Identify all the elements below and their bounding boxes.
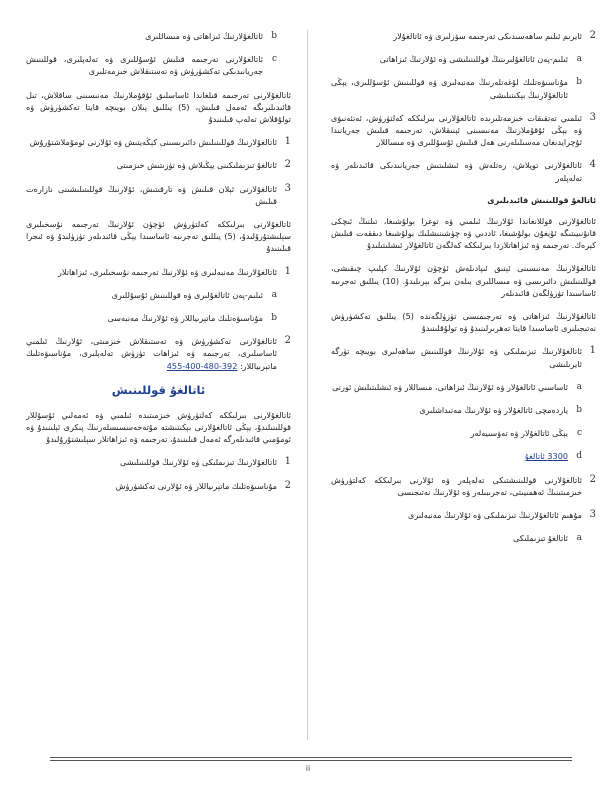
sub-list-item [331,450,596,462]
item-text-body: ئاتالغۇ تىزىملىكىنى يېڭىلاش ۋە تۈزىتىش خىزمىتى [116,160,277,171]
item-text [26,183,277,207]
item-number: a [576,381,582,392]
right-column [331,30,596,555]
item-number: 2 [589,30,596,41]
footer-rule [50,757,572,758]
item-text-body: ئاتالغۇلارنىڭ تىزىملىكى ۋە ئۇلارنىڭ قوللىنىش ساھەلىرى بويىچە تۈرگە ئايرىلىشى [331,346,582,369]
item-number: 2 [284,159,291,171]
item-text [331,404,568,416]
item-text-body: ئىلىم-پەن ئاتالغۇلىرىنىڭ قوللىنىلىشى ۋە ئۇلارنىڭ ئىزاھاتى [379,54,568,65]
item-number: b [576,77,582,88]
item-text [331,76,568,100]
sub-list-item [26,312,291,324]
item-text-body: مۇناسىۋەتلىك ماتېرىياللار ۋە ئۇلارنى تەكشۈرۈش [115,480,277,491]
item-text-body: ئاتالغۇلارنىڭ تىزىملىكى ۋە ئۇلارنىڭ قوللىنىلىشى [120,457,277,468]
item-text [331,509,582,521]
subheading: ئاتالغۇ قوللىنىش قائىدىلىرى [487,195,596,205]
numbered-item [331,159,596,183]
item-text-body: مۇھىم ئاتالغۇلارنىڭ تىزىملىكى ۋە ئۇلارنىڭ مەنبەلىرى [408,510,582,521]
sub-list-item [331,404,596,416]
item-text [331,112,582,149]
item-text [331,474,582,498]
numbered-item [331,345,596,369]
item-number: b [271,31,277,41]
item-text [26,266,277,278]
item-number: 2 [284,335,291,347]
numbered-item [331,30,596,42]
paragraph: ئاتالغۇلارنى بىرلىككە كەلتۈرۈش ئۈچۈن ئۇلارنىڭ تەرجىمە نۇسخىلىرى سېلىشتۇرۇلىدۇ، (5) يىللىق تەجرىبە ئاساسىدا يېڭى قائىدىلەر تۈزۈلىدۇ ۋە ئىجرا قىلىنىدۇ [26,219,291,254]
item-text [331,30,582,42]
item-text-body: ئاتالغۇلارنى تەكشۈرۈش ۋە تەستىقلاش خىزمىتى، ئۇلارنىڭ ئىلمىي ئاساسلىرى، تەرجىمە ۋە ئىزاھات تۈزۈش تەلەپلىرى، مۇناسىۋەتلىك ماتېرىياللار: [26,336,277,371]
item-number: 1 [589,345,596,357]
item-number: 2 [589,473,596,485]
reference-link[interactable]: 392-480-400-455 [166,360,238,371]
numbered-item [331,509,596,521]
numbered-item [26,159,291,171]
item-text-body: ئاتالغۇلارنىڭ قوللىنىلىش دائىرىسىنى كېڭەيتىش ۋە ئۇلارنى ئومۇملاشتۇرۇش [29,137,277,148]
paragraph: ئاتالغۇلارنى بىرلىككە كەلتۈرۈش خىزمىتىدە ئىلمىي ۋە ئەمەلىي ئۇسۇللار قوللىنىلىدۇ، يېڭى ئاتالغۇلارنى بېكىتىشتە مۇتەخەسسىسلەرنىڭ پىكرى ئېلىنىدۇ ۋە ئومۇمىي قائىدىلەرگە ئەمەل قىلىنىدۇ، تەرجىمە ۋە ئىزاھاتلار سېلىشتۇرۇلىدۇ [26,409,291,445]
item-text [331,450,568,462]
item-text-body: ياردەمچى ئاتالغۇلار ۋە ئۇلارنىڭ مەنىداشلىرى [419,405,568,416]
footer-rule-secondary [50,760,572,761]
item-number: 1 [284,456,291,468]
item-text [331,427,568,439]
item-number: b [271,313,277,324]
item-text [331,381,568,393]
reference-link[interactable]: 3300 ئاتالغۇ [524,451,568,462]
sub-list-item [331,53,596,65]
item-number: a [271,289,277,300]
item-number: d [576,451,582,462]
item-text [26,312,263,324]
item-text [26,289,263,301]
item-text-body: ئاتالغۇلارنى ئېلان قىلىش ۋە تارقىتىش، ئۇلارنىڭ قوللىنىلىشىنى نازارەت قىلىش [26,183,277,206]
item-number: 1 [284,265,291,277]
item-number: a [576,533,582,544]
item-text [26,136,277,148]
item-number: 2 [284,479,291,491]
sub-list-item [331,76,596,100]
item-number: 3 [284,182,291,194]
item-text-body: ئىلمىي تەتقىقات خىزمەتلىرىدە ئاتالغۇلارنى بىرلىككە كەلتۈرۈش، ئەنئەنىۋى ۋە يېڭى ئۇقۇملارنىڭ مەنىسىنى ئېنىقلاش، تەرجىمە قىلىش جەريانىدا ئۇچرايدىغان مەسىلىلەرنى ھەل قىلىش ئۇسۇللىرى ۋە مىساللار [331,112,582,148]
item-text-body: ئاتالغۇلارنى توپلاش، رەتلەش ۋە ئىشلىتىش جەريانىدىكى قائىدىلەر ۋە تەلەپلەر [331,160,582,183]
numbered-item [26,136,291,148]
item-text [331,345,582,369]
item-number: c [271,54,277,65]
paragraph: ئاتالغۇلارنىڭ ئىزاھاتى ۋە تەرجىمىسى تۈزۈلگەندە (5) يىللىق تەكشۈرۈش نەتىجىلىرى ئاساسىدا قايتا تەھرىرلىنىدۇ ۋە تولۇقلىنىدۇ [331,311,597,334]
numbered-item [26,183,291,207]
paragraph: ئاتالغۇلارنىڭ مەنىسىنى ئېنىق ئىپادىلەش ئۈچۈن ئۇلارنىڭ كېلىپ چىقىشى، قوللىنىلىش دائىرىسى ۋە مىساللىرى بىلەن بىرگە بېرىلىدۇ. (10) يىللىق تەجرىبە ئاساسىدا تۈزۈلگەن قائىدىلەر [331,263,596,298]
item-text-body: ئىلىم-پەن ئاتالغۇلىرى ۋە قوللىنىش ئۇسۇللىرى [111,289,263,300]
item-text [26,30,263,42]
item-text [26,335,277,372]
item-number: 3 [589,111,596,123]
page-number: ii [305,764,311,773]
item-text-body: يېڭى ئاتالغۇلار ۋە تەۋسىيەلەر [470,428,568,439]
item-text-body: ئاتالغۇلارنى تەرجىمە قىلىش ئۇسۇللىرى ۋە تەلەپلىرى، قوللىنىش جەريانىدىكى تەكشۈرۈش ۋە تەستىقلاش خىزمەتلىرى [26,54,263,77]
item-text [26,456,277,468]
item-number: 3 [589,509,596,521]
sub-list-item [331,381,596,393]
item-text [26,53,263,77]
item-text-body: ئاتالغۇلارنىڭ مەنبەلىرى ۋە ئۇلارنىڭ تەرجىمە نۇسخىلىرى، ئىزاھاتلار [57,266,277,277]
item-text [331,532,568,544]
numbered-item [26,480,291,492]
item-number: b [576,405,582,416]
item-text-body: مۇناسىۋەتلىك لۇغەتلەرنىڭ مەنبەلىرى ۋە قوللىنىش ئۇسۇللىرى، يېڭى ئاتالغۇلارنىڭ بېكىتىلىشى [331,77,568,100]
section-heading: ئاتالغۇ قوللىنىش [111,382,206,397]
item-text-body: ئاساسىي ئاتالغۇلار ۋە ئۇلارنىڭ ئىزاھاتى، مىساللار ۋە ئىشلىتىلىش ئورنى [332,381,568,392]
item-number: a [576,54,582,65]
numbered-item [331,474,596,498]
item-number: 1 [284,136,291,148]
numbered-item [26,456,291,468]
item-number: c [576,428,582,439]
numbered-item [26,335,291,372]
paragraph: ئاتالغۇلارنى تەرجىمە قىلغاندا ئاساسلىق ئۇقۇملارنىڭ مەنىسىنى ساقلاش، تىل قائىدىلىرىگە ئەمەل قىلىش، (5) يىللىق پىلان بويىچە قايتا تەكشۈرۈش ۋە تولۇقلاش تەلەپ قىلىنىدۇ [26,89,291,125]
paragraph: ئاتالغۇلارنى قوللانغاندا ئۇلارنىڭ ئىلمىي ۋە توغرا بولۇشىغا، تىلنىڭ ئىچكى قانۇنىيىتىگە ئۇيغۇن بولۇشىغا، ئاددىي ۋە چۈشىنىشلىك بولۇشىغا دىققەت قىلىش كېرەك. تەرجىمە ۋە ئىزاھاتلاردا بىرلىككە كەلگەن ئاتالغۇلار ئىشلىتىلىدۇ [331,215,596,251]
item-text-body: مۇناسىۋەتلىك ماتېرىياللار ۋە ئۇلارنىڭ مەنبەسى [107,313,263,324]
sub-list-item [26,30,291,42]
item-text-body: ئاتالغۇلارنىڭ ئىزاھاتى ۋە مىساللىرى [145,31,263,41]
numbered-item [331,112,596,149]
item-number: 4 [589,159,596,171]
item-text-body: ئاتالغۇ تىزىملىكى [513,533,568,544]
item-text [26,159,277,171]
item-text [26,480,277,492]
item-text-body: ئاتالغۇلارنى قوللىنىشتىكى تەلەپلەر ۋە ئۇلارنى بىرلىككە كەلتۈرۈش خىزمىتىنىڭ ئەھمىيىتى، تەجرىبىلەر ۋە ئۇلارنىڭ نەتىجىسى [331,474,582,497]
item-text [331,53,568,65]
sub-list-item [331,427,596,439]
item-text [331,159,582,183]
sub-list-item [331,532,596,544]
item-text-body: ئايرىم ئىلىم ساھەسىدىكى تەرجىمە سۆزلىرى ۋە ئاتالغۇلار [393,31,582,41]
column-divider [307,30,308,740]
left-column [26,30,291,503]
sub-list-item [26,53,291,77]
numbered-item [26,266,291,278]
sub-list-item [26,289,291,301]
